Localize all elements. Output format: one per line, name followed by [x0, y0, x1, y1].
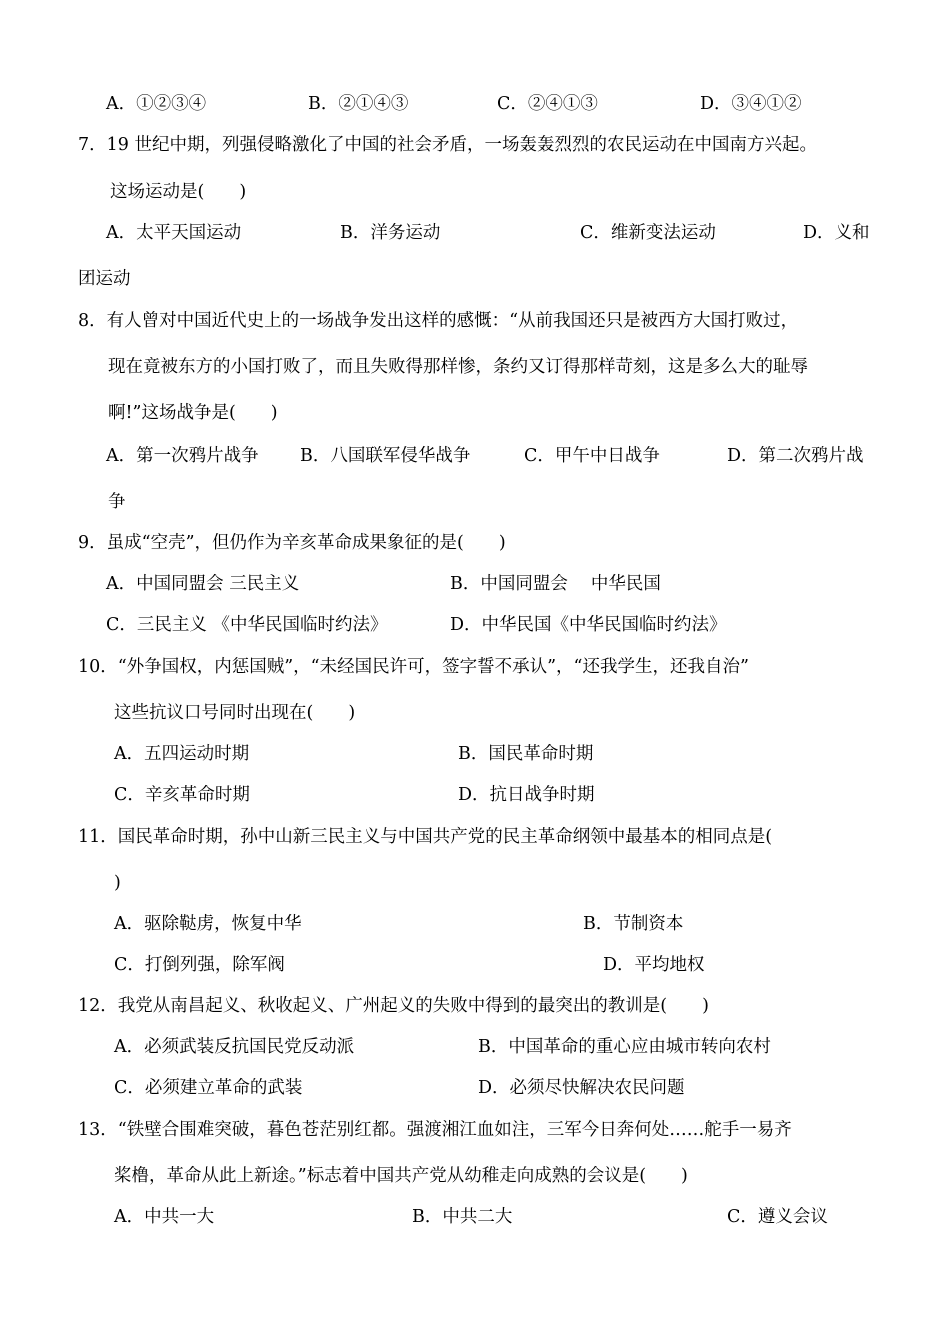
q7-stem-line2: 这场运动是( ) [110, 182, 247, 202]
q6-option-a: A．①②③④ [106, 94, 207, 114]
q12-option-a: A．必须武装反抗国民党反动派 [114, 1037, 355, 1057]
q11-option-c: C．打倒列强，除军阀 [114, 955, 285, 975]
q6-option-b: B．②①④③ [308, 94, 409, 114]
q8-option-d: D．第二次鸦片战 [727, 446, 864, 466]
q10-option-a: A．五四运动时期 [114, 744, 250, 764]
q9-option-b: B．中国同盟会 中华民国 [450, 574, 661, 594]
q6-option-d: D．③④①② [700, 94, 802, 114]
q11-stem-line2: ) [114, 873, 121, 893]
q8-option-c: C．甲午中日战争 [524, 446, 660, 466]
q8-option-b: B．八国联军侵华战争 [300, 446, 471, 466]
q13-option-c: C．遵义会议 [727, 1207, 828, 1227]
q12-option-b: B．中国革命的重心应由城市转向农村 [478, 1037, 771, 1057]
q9-option-c: C．三民主义 《中华民国临时约法》 [106, 615, 388, 635]
q7-option-d-wrap: 团运动 [78, 269, 131, 289]
q10-option-c: C．辛亥革命时期 [114, 785, 250, 805]
q8-stem-line2: 现在竟被东方的小国打败了，而且失败得那样惨，条约又订得那样苛刻，这是多么大的耻辱 [108, 357, 808, 377]
q10-stem-line2: 这些抗议口号同时出现在( ) [114, 703, 356, 723]
q13-stem-line1: 13．“铁壁合围难突破，暮色苍茫别红都。强渡湘江血如注，三军今日奔何处……舵手一易齐 [78, 1120, 792, 1140]
q8-option-a: A．第一次鸦片战争 [106, 446, 259, 466]
q11-stem-line1: 11．国民革命时期，孙中山新三民主义与中国共产党的民主革命纲领中最基本的相同点是( [78, 827, 773, 847]
q9-option-a: A．中国同盟会 三民主义 [106, 574, 300, 594]
q13-option-a: A．中共一大 [114, 1207, 215, 1227]
q8-stem-line1: 8．有人曾对中国近代史上的一场战争发出这样的感慨：“从前我国还只是被西方大国打败过， [78, 311, 799, 331]
q12-stem-line1: 12．我党从南昌起义、秋收起义、广州起义的失败中得到的最突出的教训是( ) [78, 996, 709, 1016]
q7-option-c: C．维新变法运动 [580, 223, 716, 243]
q8-option-d-wrap: 争 [108, 492, 126, 512]
q8-stem-line3: 啊!”这场战争是( ) [108, 403, 278, 423]
q7-option-a: A．太平天国运动 [106, 223, 242, 243]
q12-option-d: D．必须尽快解决农民问题 [478, 1078, 685, 1098]
q11-option-d: D．平均地权 [603, 955, 705, 975]
q7-option-d: D．义和 [803, 223, 870, 243]
q13-stem-line2: 桨橹，革命从此上新途。”标志着中国共产党从幼稚走向成熟的会议是( ) [114, 1166, 688, 1186]
q7-stem-line1: 7．19 世纪中期，列强侵略激化了中国的社会矛盾，一场轰轰烈烈的农民运动在中国南方兴起。 [78, 135, 817, 155]
q11-option-b: B．节制资本 [583, 914, 684, 934]
q7-option-b: B．洋务运动 [340, 223, 441, 243]
q10-stem-line1: 10．“外争国权，内惩国贼”，“未经国民许可，签字誓不承认”，“还我学生，还我自治” [78, 657, 749, 677]
q9-stem-line1: 9．虽成“空壳”，但仍作为辛亥革命成果象征的是( ) [78, 533, 506, 553]
q12-option-c: C．必须建立革命的武装 [114, 1078, 303, 1098]
q13-option-b: B．中共二大 [412, 1207, 513, 1227]
q11-option-a: A．驱除鞑虏，恢复中华 [114, 914, 302, 934]
q10-option-b: B．国民革命时期 [458, 744, 594, 764]
q10-option-d: D．抗日战争时期 [458, 785, 595, 805]
q6-option-c: C．②④①③ [497, 94, 598, 114]
q9-option-d: D．中华民国《中华民国临时约法》 [450, 615, 727, 635]
